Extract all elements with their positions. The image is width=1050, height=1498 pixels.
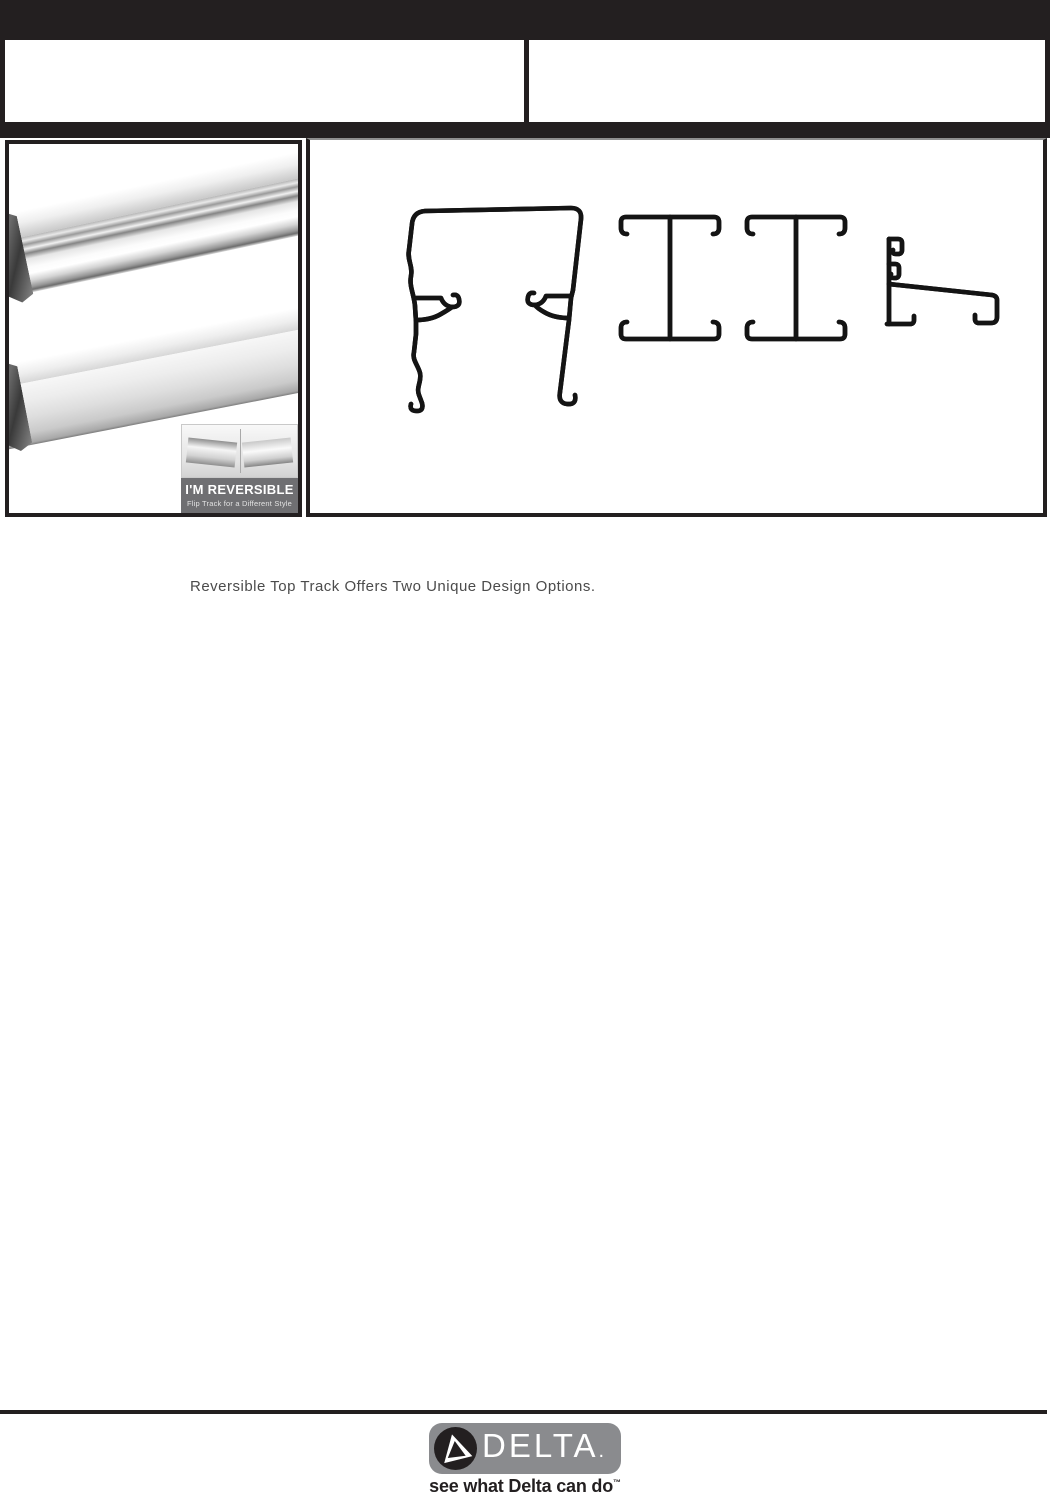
top-track-cross-section-drawing <box>395 202 591 418</box>
door-rail-i-profile-drawing-2 <box>744 208 848 348</box>
trademark-symbol: ™ <box>613 1478 621 1487</box>
reversible-badge-image <box>181 424 298 478</box>
header-field-left <box>10 40 529 122</box>
reversible-badge <box>181 424 298 513</box>
delta-logo <box>429 1423 621 1474</box>
delta-triangle-icon <box>433 1426 478 1471</box>
footer-rule <box>0 1410 1047 1414</box>
badge-track-right-image <box>242 438 293 468</box>
drawings-panel <box>306 138 1047 517</box>
badge-subtitle: Flip Track for a Different Style <box>186 499 293 508</box>
caption-text: Reversible Top Track Offers Two Unique Design Options. <box>190 578 596 595</box>
bottom-guide-cross-section-drawing <box>876 234 1012 330</box>
header-top-bar <box>0 0 1050 40</box>
product-photo-box <box>5 140 302 517</box>
header-divider <box>524 40 529 122</box>
reversible-badge-bar <box>181 478 298 513</box>
delta-wordmark: DELTA. <box>482 1427 605 1464</box>
brand-tagline: see what Delta can do™ <box>429 1476 621 1496</box>
delta-wordmark-dot: . <box>598 1440 605 1462</box>
badge-divider <box>240 429 241 473</box>
badge-track-left-image <box>186 438 237 468</box>
header-field-right <box>534 40 1050 122</box>
header-bottom-bar <box>0 122 1050 138</box>
door-rail-i-profile-drawing-1 <box>618 208 722 348</box>
fluted-top-track-photo <box>5 148 302 297</box>
badge-title: I'M REVERSIBLE <box>185 482 294 497</box>
